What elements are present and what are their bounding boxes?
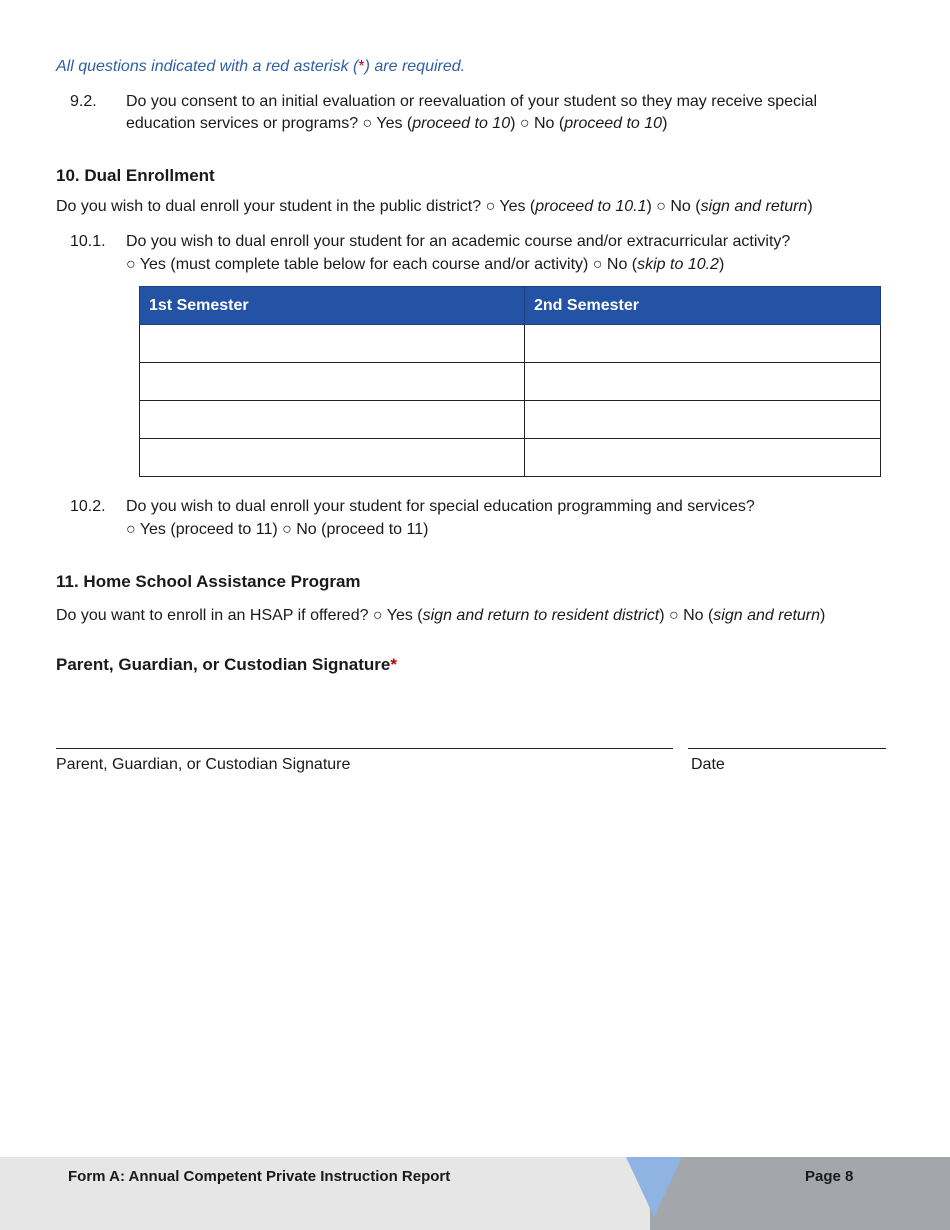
semester-2-cell[interactable] [525,401,881,439]
footer-page-number: Page 8 [805,1168,854,1185]
semester-1-cell[interactable] [140,439,525,477]
semester-1-cell[interactable] [140,401,525,439]
semester-table-header [140,287,881,325]
required-asterisk: * [390,655,398,674]
semester-2-cell[interactable] [525,363,881,401]
question-9-2-number: 9.2. [70,93,97,110]
semester-1-cell[interactable] [140,363,525,401]
question-10-2-line1: Do you wish to dual enroll your student for special education programming and services? [126,498,755,515]
required-asterisk: * [358,58,365,75]
signature-line[interactable] [56,748,673,749]
semester-2-cell[interactable] [525,325,881,363]
table-row [140,363,881,401]
semester-table [139,286,881,477]
question-10-1-line2: ○ Yes (must complete table below for each course and/or activity) ○ No (skip to 10.2) [126,256,725,273]
section-10-heading: 10. Dual Enrollment [56,166,215,185]
question-10-2-number: 10.2. [70,498,106,515]
question-10-2-line2: ○ Yes (proceed to 11) ○ No (proceed to 11) [126,521,429,538]
required-note: All questions indicated with a red asterisk (*) are required. [56,58,466,75]
section-11-heading: 11. Home School Assistance Program [56,572,361,591]
semester-2-cell[interactable] [525,439,881,477]
date-label: Date [691,756,725,773]
signature-label: Parent, Guardian, or Custodian Signature [56,756,351,773]
question-9-2-line2: education services or programs? ○ Yes (proceed to 10) ○ No (proceed to 10) [126,115,668,132]
signature-heading: Parent, Guardian, or Custodian Signature* [56,655,398,674]
header-1st-semester: 1st Semester [140,287,525,325]
question-9-2-line1: Do you consent to an initial evaluation or reevaluation of your student so they may receive special [126,93,818,110]
question-10-1-number: 10.1. [70,233,106,250]
section-10-question: Do you wish to dual enroll your student in the public district? ○ Yes (proceed to 10.1) ○ No (sign and return) [56,198,813,215]
header-2nd-semester: 2nd Semester [525,287,881,325]
footer-form-title: Form A: Annual Competent Private Instruction Report [68,1168,451,1185]
table-row [140,439,881,477]
date-line[interactable] [688,748,886,749]
semester-1-cell[interactable] [140,325,525,363]
question-10-1-line1: Do you wish to dual enroll your student for an academic course and/or extracurricular activity? [126,233,791,250]
section-11-question: Do you want to enroll in an HSAP if offered? ○ Yes (sign and return to resident district) ○ No (sign and return) [56,607,826,624]
table-row [140,401,881,439]
table-row [140,325,881,363]
footer-accent-shape [620,1157,700,1230]
